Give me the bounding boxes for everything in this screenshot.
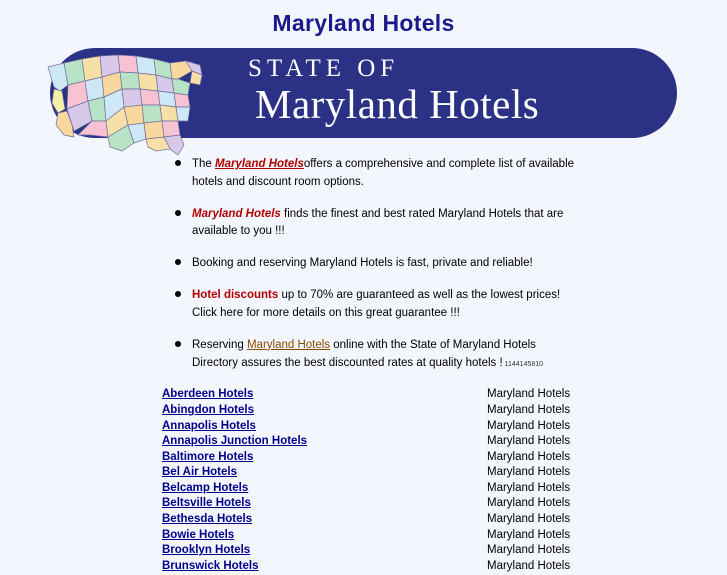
city-cell bbox=[0, 482, 487, 498]
bullet-dot-icon bbox=[175, 160, 181, 166]
region-cell: Maryland Hotels bbox=[487, 388, 571, 401]
table-row bbox=[0, 513, 727, 529]
city-cell bbox=[0, 529, 487, 545]
city-link[interactable]: Aberdeen Hotels bbox=[162, 388, 254, 401]
city-cell bbox=[0, 497, 487, 513]
us-map-icon bbox=[38, 39, 228, 159]
region-cell: Maryland Hotels bbox=[487, 513, 571, 526]
table-row bbox=[0, 560, 727, 575]
bullet-dot-icon bbox=[175, 210, 181, 216]
hotel-discounts-label: Hotel discounts bbox=[192, 289, 279, 302]
city-link[interactable]: Brunswick Hotels bbox=[162, 559, 259, 572]
city-cell bbox=[0, 451, 487, 467]
city-link[interactable]: Abingdon Hotels bbox=[162, 403, 254, 416]
city-links-table bbox=[0, 388, 727, 575]
bullet-dot-icon bbox=[175, 259, 181, 265]
page-title: Maryland Hotels bbox=[272, 10, 455, 36]
region-cell: Maryland Hotels bbox=[487, 450, 571, 463]
feature-bullet-list bbox=[0, 156, 727, 372]
table-row bbox=[0, 529, 727, 545]
region-cell: Maryland Hotels bbox=[487, 497, 571, 510]
region-cell: Maryland Hotels bbox=[487, 544, 571, 557]
table-row bbox=[0, 404, 727, 420]
city-links-body bbox=[0, 388, 727, 575]
maryland-hotels-reserve-link[interactable]: Maryland Hotels bbox=[246, 338, 331, 351]
region-cell: Maryland Hotels bbox=[487, 435, 571, 448]
city-link[interactable]: Bel Air Hotels bbox=[162, 466, 237, 479]
region-cell: Maryland Hotels bbox=[487, 481, 571, 494]
page-root bbox=[0, 10, 727, 572]
table-row bbox=[0, 544, 727, 560]
city-cell bbox=[0, 466, 487, 482]
list-item bbox=[0, 287, 727, 323]
table-row bbox=[0, 466, 727, 482]
city-link[interactable]: Beltsville Hotels bbox=[162, 497, 251, 510]
table-row bbox=[0, 497, 727, 513]
city-link[interactable]: Bowie Hotels bbox=[162, 528, 235, 541]
banner-subtitle: STATE OF bbox=[248, 55, 400, 82]
table-row bbox=[0, 482, 727, 498]
city-cell bbox=[0, 404, 487, 420]
table-row bbox=[0, 435, 727, 451]
city-cell bbox=[0, 560, 487, 575]
city-link[interactable]: Annapolis Junction Hotels bbox=[162, 435, 308, 448]
city-link[interactable]: Bethesda Hotels bbox=[162, 513, 253, 526]
list-item bbox=[0, 156, 727, 192]
city-cell bbox=[0, 388, 487, 404]
region-cell: Maryland Hotels bbox=[487, 528, 571, 541]
region-cell: Maryland Hotels bbox=[487, 419, 571, 432]
maryland-hotels-link[interactable]: Maryland Hotels bbox=[215, 158, 304, 170]
bullet-dot-icon bbox=[175, 341, 181, 347]
list-item bbox=[0, 206, 727, 242]
region-cell: Maryland Hotels bbox=[487, 559, 571, 572]
table-row bbox=[0, 388, 727, 404]
maryland-hotels-emphasis: Maryland Hotels bbox=[192, 207, 281, 220]
bullet-text: Maryland Hotels finds the finest and best rated Maryland Hotels that are available to you !!! bbox=[192, 207, 564, 238]
tracking-number: 1144145810 bbox=[502, 360, 544, 368]
city-cell bbox=[0, 420, 487, 436]
list-item bbox=[0, 337, 727, 373]
city-cell bbox=[0, 544, 487, 560]
city-link[interactable]: Brooklyn Hotels bbox=[162, 544, 251, 557]
bullet-text: Hotel discounts up to 70% are guaranteed as well as the lowest prices! Click here for more details on this great guarantee !!! bbox=[192, 289, 561, 319]
city-link[interactable]: Baltimore Hotels bbox=[162, 450, 254, 463]
bullet-text: The Maryland Hotelsoffers a comprehensive and complete list of available hotels and discount room options. bbox=[192, 158, 575, 188]
city-cell bbox=[0, 513, 487, 529]
region-cell: Maryland Hotels bbox=[487, 466, 571, 479]
list-item bbox=[0, 255, 727, 273]
table-row bbox=[0, 451, 727, 467]
site-banner bbox=[50, 48, 677, 138]
banner-title: Maryland Hotels bbox=[255, 81, 540, 127]
city-cell bbox=[0, 435, 487, 451]
bullet-dot-icon bbox=[175, 291, 181, 297]
table-row bbox=[0, 420, 727, 436]
bullet-text: Reserving Maryland Hotels online with the State of Maryland Hotels Directory assures the best discounted rates at quality hotels ! 1144145810 bbox=[192, 338, 544, 369]
bullet-text: Booking and reserving Maryland Hotels is fast, private and reliable! bbox=[192, 257, 533, 270]
region-cell: Maryland Hotels bbox=[487, 403, 571, 416]
city-link[interactable]: Belcamp Hotels bbox=[162, 481, 249, 494]
city-link[interactable]: Annapolis Hotels bbox=[162, 419, 256, 432]
